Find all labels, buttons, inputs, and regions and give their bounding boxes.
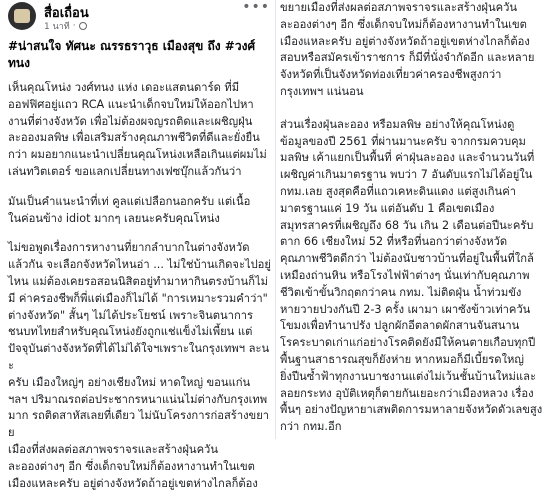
column-divider: [275, 0, 276, 439]
page-name[interactable]: สื่อเถื่อน: [44, 6, 89, 21]
page-avatar[interactable]: [8, 2, 36, 30]
globe-icon: [79, 22, 87, 30]
post-header: [8, 0, 272, 36]
post-left-column: [8, 0, 272, 490]
dot-separator: ·: [72, 21, 76, 31]
post-paragraph: เห็นคุณโหน่ง วงศ์ทนง แห่ง เดอะแสตนดาร์ด ที่มี ออฟฟิศอยู่แถว RCA แนะนำเด็กจบใหม่ให้ออกไปหา งานที่ต่างจังหวัด เพื่อไม่ต้องผจญรถติดและเผชิญฝุ่น ละอองมลพิษ เพื่อเสริมสร้างคุณภาพชีวิตที่ดีและยั่งยืน กว่า ผมอยากแนะนำเปลี่ยนคุณโหน่งเหลือเกินแต่ผมไม่ เล่นทวิตเตอร์ ขอแลกเปลี่ยนทางเฟซบุ๊กแล้วกันว่า: [8, 81, 267, 178]
post-paragraph: ไม่ขอพูดเรื่องการหางานที่ยากลำบากในต่างจังหวัด แล้วกัน จะเลือกจังหวัดไหนอ่า ... ไม่ใช่บ้านเกิดจะไปอยู่ ไหน แม่ต้องเคยรอสอนนิสิตอยู่ทำมาหากินตรงบ้านก็ไม่ มี ค่าครองชีพก็พี่แต่เมืองก็ไม่ได้ "การเหมาะรวมคำว่า" ต่างจังหวัด" สั้นๆ ไม่ได้ประโยชน์ เพราะจินตนาการ ชนบทไทยสำหรับคุณโหน่งยังถูกแช่แข็งไม่เพี้ยน แต่ ปัจจุบันต่างจังหวัดที่ได้ไม่ได้ใจฯเพราะในกรุงเทพฯ ละนะ ครับ เมืองใหญ่ๆ อย่างเชียงใหม่ หาดใหญ่ ขอนแก่น ฯลฯ ปริมาณรถต่อประชากรหนาแน่นไม่ต่างกับกรุงเทพ มาก รถติดสาหัสเลยที่เดียว ไม่นับโครงการก่อสร้างขยาย เมืองที่ส่งผลต่อสภาพจราจรและสร้างฝุ่นควัน ละอองต่างๆ อีก ซึ่งเด็กจบใหม่ก็ต้องหางานทำในเขต เมืองแหละครับ อยู่ต่างจังหวัดถ้าอยู่เขตห่างไกลก็ต้อง: [8, 241, 271, 490]
post-paragraph: ส่วนเรื่องฝุ่นละออง หรือมลพิษ อย่างให้คุณโหน่งดู ข้อมูลของปี 2561 ที่ผ่านมานะครับ จากกรมควบคุม มลพิษ เค้าแยกเป็นพื้นที่ ค่าฝุ่นละออง และจำนวนวันที่ เผชิญค่าเกินมาตรฐาน พบว่า 7 อันดับแรกไม่ได้อยู่ใน กทม.เลย สูงสุดคือที่แถวเคหะดินแดง แต่สูงเกินค่า มาตรฐานแค่ 19 วัน แต่อันดับ 1 คือเขตเมือง สมุทรสาครที่เผชิญถึง 68 วัน เกิน 2 เดือนต่อปีนะครับ ตาก 66 เชียงใหม่ 52 ที่หรือที่นอกว่าต่างจังหวัด คุณภาพชีวิตดีกว่า ไม่ต้องนับชาวบ้านที่อยู่ในพื้นที่ใกล้ เหมืองถ่านหิน หรือโรงไฟฟ้าต่างๆ นั่นเท่ากับคุณภาพ ชีวิตเข้าขั้นวิกฤตกว่าคน กทม. ไม่ติดฝุ่น น้ำท่วมขัง หายวายปวงกันปี 2-3 ครั้ง เผามา เผาซังข้าวเท่าควัน โขมงเพื่อทำนาปรัง ปลูกผักอีตลาดผักสานจันสนาน โรคระบาดเก่าแก่อย่างโรคติดยังมีให้คนตายเกือบทุกปี พื้นฐานสาธารณสุขก็ยังห่าย หากหมอก็มีเบี้ยรดใหญ่ ยิ่งปีนซ้ำฟ้าทุกงานบาชงานแต่งไม่เว้นชั้นบ้านใหม่และ ลอยกระทง อุบัติเหตุก็ตายกันเยอะกว่าเมืองหลวง เรื่อง พื้นๆ อย่างปัญหายาเสพติดการมหาลายจังหวัดดัวเลขสูง กว่า กทม.อีก: [280, 117, 543, 434]
post-paragraph: มันเป็นคำแนะนำที่เท่ คูลแต่เปลือกนอกครับ แต่เนื้อ ในค่อนข้าง idiot มากๆ เลยนะครับคุณโหน่ง: [8, 194, 251, 225]
post-hashtags[interactable]: #น่าสนใจ ทัศนะ ณรรธราวุธ เมืองสุข ถึง #วงศ์ทนง: [8, 39, 256, 70]
more-options-icon[interactable]: •••: [242, 0, 270, 15]
post-time[interactable]: 1 นาที: [44, 22, 70, 32]
post-right-column: [280, 0, 548, 439]
post-paragraph: ขยายเมืองที่ส่งผลต่อสภาพจราจรและสร้างฝุ่นควัน ละอองต่างๆ อีก ซึ่งเด็กจบใหม่ก็ต้องหางานทำในเขต เมืองแหละครับ อยู่ต่างจังหวัดถ้าอยู่เขตห่างไกลก็ต้อง สอบหรือสมัครเข้าราชการ ก็มีที่นั่งจำกัดอีก และหลาย จังหวัดที่เป็นจังหวัดท่องเที่ยวค่าครองชีพสูงกว่า กรุงเทพฯ แน่นอน: [280, 1, 535, 98]
post-meta: [44, 19, 87, 33]
